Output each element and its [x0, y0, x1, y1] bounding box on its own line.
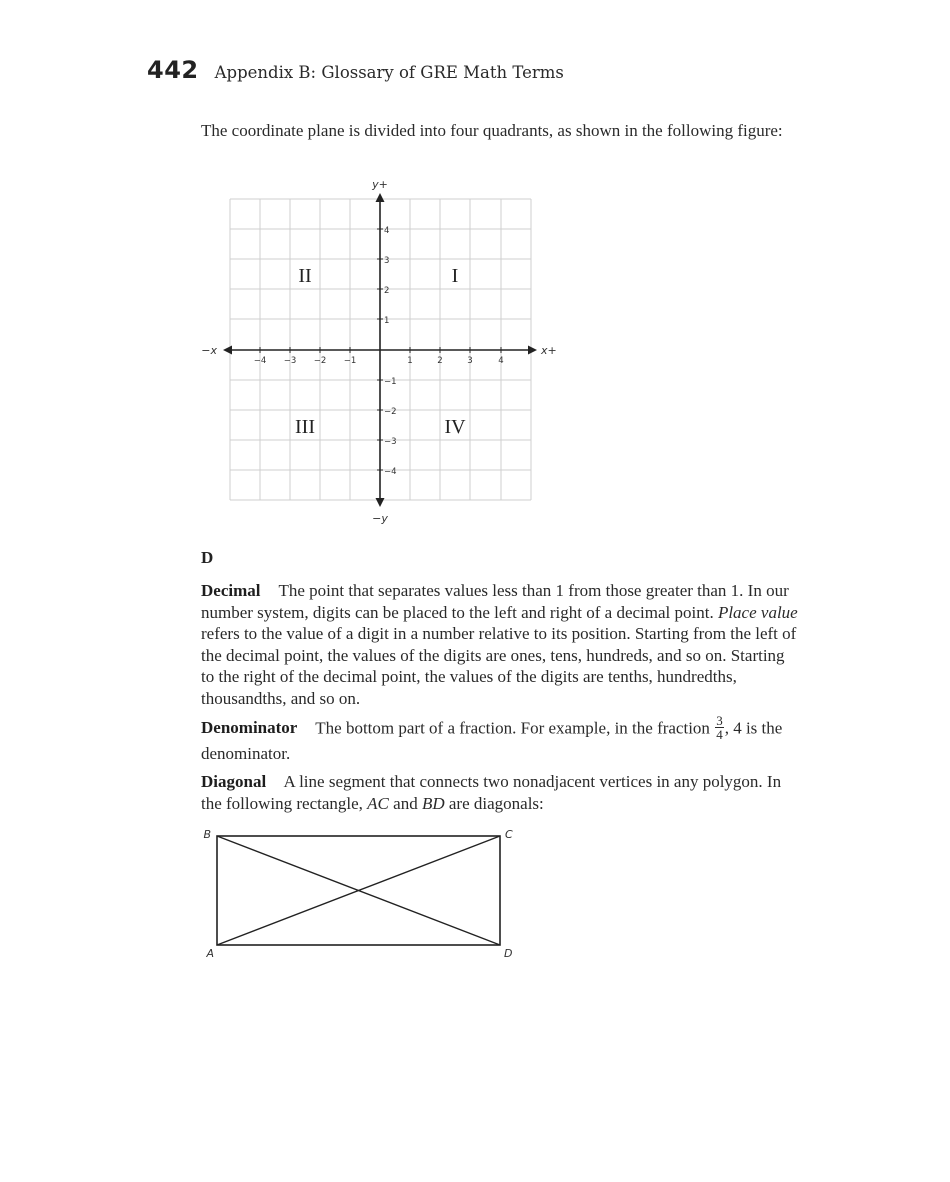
- y-tick-label: 2: [384, 286, 390, 296]
- quadrant-label-iii: III: [295, 416, 315, 438]
- term-diagonal: Diagonal: [201, 772, 267, 791]
- x-axis-arrow-left: [223, 346, 232, 355]
- x-tick-label: 2: [437, 356, 443, 366]
- italic-term: Place value: [717, 602, 798, 622]
- vertex-label-d: D: [504, 947, 513, 960]
- x-axis-arrow-right: [528, 346, 537, 355]
- definition-text: refers to the value of a digit in a number relative to its position. Starting from the left of the decimal point, the values of the digits are ones, tens, hundreds, and so on. Starting to the right of the decimal point, the values of the digits are tenths, hundredths, thousandths, and so on.: [201, 624, 797, 708]
- y-tick-label: 1: [384, 316, 390, 326]
- definition-text: are diagonals:: [448, 793, 544, 813]
- definition-text: A line segment that connects two nonadjacent vertices in any polygon. In the following rectangle,: [201, 772, 782, 813]
- y-tick-label: −4: [384, 467, 397, 477]
- running-head: [147, 56, 564, 84]
- term-decimal: Decimal: [201, 581, 261, 600]
- rectangle-diagonals-figure: [195, 822, 525, 964]
- y-negative-label: −y: [372, 512, 388, 525]
- quadrant-label-iv: IV: [444, 416, 466, 438]
- y-tick-label: −1: [384, 377, 397, 387]
- segment-bd: BD: [421, 793, 445, 813]
- chapter-title: Appendix B: Glossary of GRE Math Terms: [214, 63, 564, 82]
- x-tick-label: −4: [253, 356, 267, 366]
- quadrant-label-ii: II: [298, 265, 312, 287]
- definition-text: The point that separates values less than 1 from those greater than 1. In our number system, digits can be placed to the left and right of a decimal point.: [201, 581, 789, 622]
- glossary-entry-denominator: [201, 713, 801, 765]
- y-positive-label: y+: [372, 178, 388, 191]
- vertex-label-b: B: [203, 828, 211, 841]
- y-axis-arrow-down: [376, 498, 385, 507]
- x-positive-label: x+: [541, 344, 557, 357]
- x-tick-label: 3: [467, 356, 473, 366]
- intro-paragraph: The coordinate plane is divided into four quadrants, as shown in the following figure:: [201, 121, 783, 140]
- y-tick-label: 3: [384, 256, 390, 266]
- x-negative-label: −x: [201, 344, 217, 357]
- coordinate-plane-figure: [195, 172, 565, 528]
- y-axis-arrow-up: [376, 193, 385, 202]
- conjunction: and: [393, 793, 418, 813]
- x-tick-label: 1: [407, 356, 413, 366]
- x-tick-label: −3: [283, 356, 297, 366]
- y-tick-label: −2: [384, 407, 397, 417]
- x-tick-labels: [254, 356, 504, 366]
- fraction: [715, 714, 724, 741]
- fraction-denominator: 4: [716, 727, 723, 742]
- term-denominator: Denominator: [201, 718, 298, 738]
- glossary-entry-decimal: [201, 580, 801, 709]
- definition-text: , 4 is the denominator.: [201, 718, 783, 763]
- fraction-numerator: 3: [716, 713, 723, 728]
- quadrant-label-i: I: [451, 265, 459, 287]
- definition-text: The bottom part of a fraction. For example, in the fraction: [315, 718, 710, 738]
- y-tick-labels: [384, 226, 397, 477]
- x-tick-label: −1: [343, 356, 357, 366]
- section-letter-heading: D: [201, 548, 214, 567]
- vertex-label-c: C: [505, 828, 513, 841]
- glossary-entry-diagonal: [201, 771, 801, 814]
- segment-ac: AC: [367, 793, 389, 813]
- y-tick-label: −3: [384, 437, 397, 447]
- vertex-label-a: A: [206, 947, 214, 960]
- page-number: 442: [147, 56, 199, 84]
- y-tick-label: 4: [384, 226, 390, 236]
- x-tick-label: 4: [498, 356, 504, 366]
- x-tick-label: −2: [313, 356, 327, 366]
